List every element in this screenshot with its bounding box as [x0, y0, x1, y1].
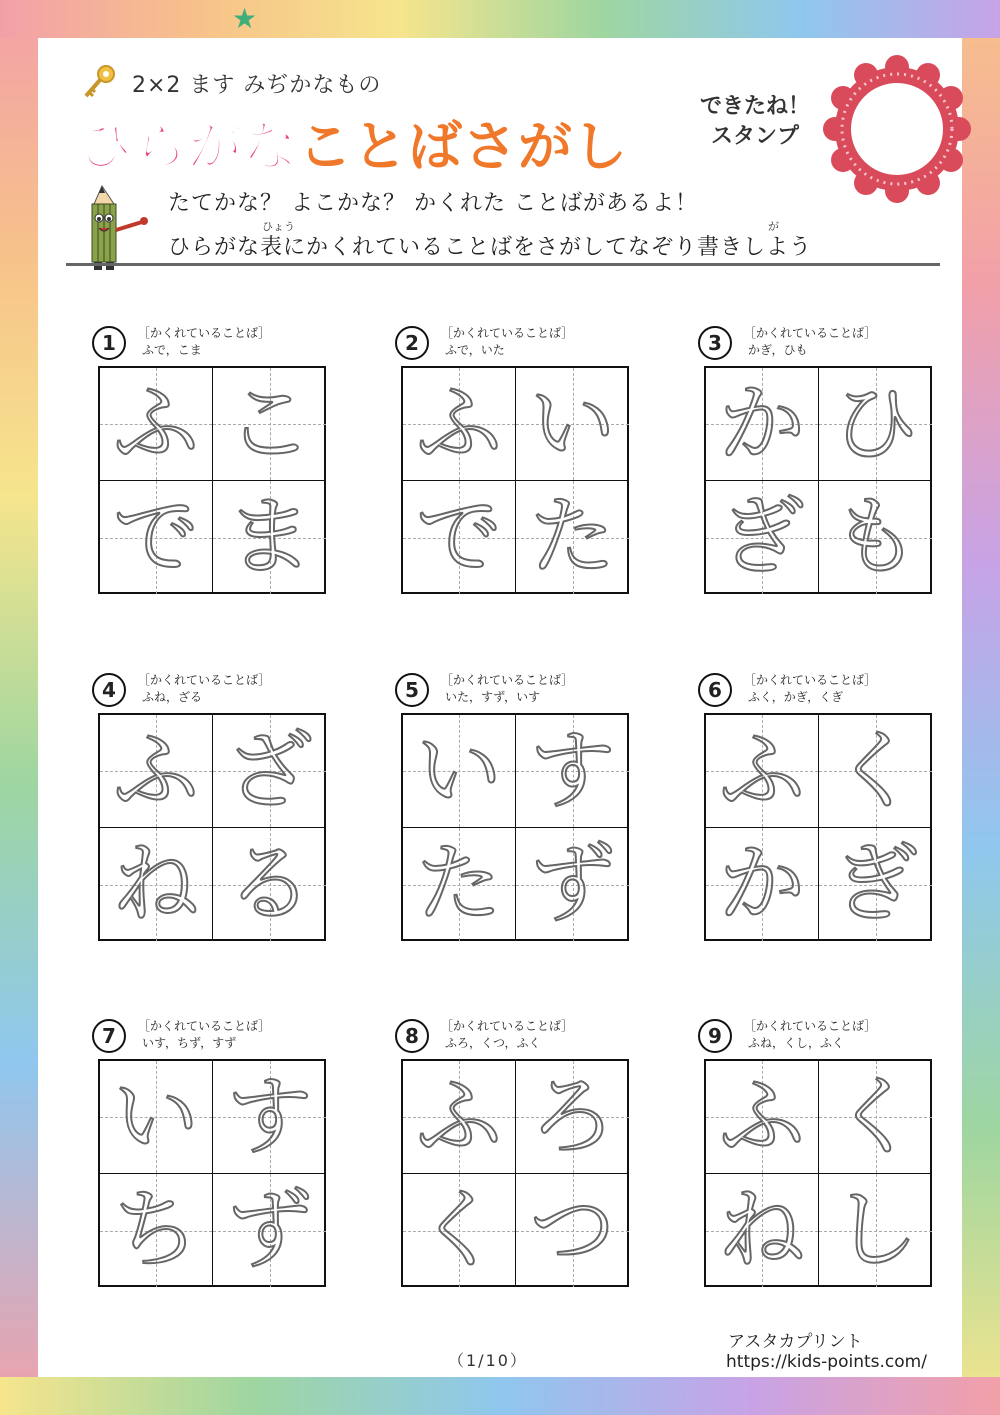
grid-cell[interactable]	[706, 1174, 819, 1287]
trace-character: ふ	[416, 1067, 502, 1167]
worksheet-subtitle: 2×2 ます みぢかなもの	[132, 73, 382, 98]
trace-character: く	[416, 1180, 502, 1280]
trace-character: す	[529, 721, 616, 821]
hidden-words-label: ［かくれていることば］	[441, 673, 574, 687]
trace-character: す	[226, 1067, 313, 1167]
grid-cell[interactable]	[706, 715, 819, 828]
question-5	[395, 673, 635, 963]
title-part-hiragana: ひらがな	[78, 115, 298, 178]
hidden-words-label: ［かくれていることば］	[744, 326, 877, 340]
question-number: 7	[92, 1019, 126, 1053]
trace-character: こ	[226, 374, 313, 474]
question-number: 2	[395, 326, 429, 360]
hiragana-grid	[401, 713, 629, 941]
grid-cell[interactable]	[213, 1174, 326, 1287]
question-number: 6	[698, 673, 732, 707]
grid-cell[interactable]	[516, 828, 629, 941]
hidden-words-label: ［かくれていることば］	[744, 1019, 877, 1033]
hidden-words-label: ［かくれていることば］	[441, 1019, 574, 1033]
trace-character: ぎ	[832, 834, 919, 934]
hiragana-grid	[98, 713, 326, 941]
stamp-label-line1: できたね！	[699, 94, 810, 119]
grid-cell[interactable]	[819, 828, 932, 941]
hidden-words: いす，ちず，すず	[142, 1036, 237, 1050]
trace-character: い	[529, 374, 616, 474]
ruby-hyou: ひょう	[262, 220, 295, 233]
hidden-words: ふね，ざる	[142, 690, 203, 704]
title-part-kotobasagashi: ことばさがし	[298, 115, 628, 178]
grid-cell[interactable]	[819, 368, 932, 481]
grid-cell[interactable]	[100, 368, 213, 481]
grid-cell[interactable]	[403, 715, 516, 828]
trace-character: く	[832, 1067, 919, 1167]
grid-cell[interactable]	[403, 828, 516, 941]
question-number: 5	[395, 673, 429, 707]
question-number: 8	[395, 1019, 429, 1053]
grid-cell[interactable]	[516, 715, 629, 828]
trace-character: い	[113, 1067, 199, 1167]
trace-character: ち	[113, 1180, 199, 1280]
trace-character: か	[719, 834, 805, 934]
trace-character: か	[719, 374, 805, 474]
hidden-words: ふで，こま	[142, 343, 202, 357]
instruction-line-1: たてかな？ よこかな？ かくれた ことばがあるよ！	[168, 191, 698, 216]
trace-character: も	[832, 487, 919, 587]
hiragana-grid	[98, 366, 326, 594]
trace-character: く	[832, 721, 919, 821]
trace-character: ざ	[226, 721, 313, 821]
question-number: 3	[698, 326, 732, 360]
question-6	[698, 673, 938, 963]
hidden-words: ふで，いた	[445, 343, 505, 357]
trace-character: い	[416, 721, 502, 821]
hidden-words: ふね，くし，ふく	[748, 1036, 845, 1050]
trace-character: ね	[113, 834, 199, 934]
trace-character: し	[832, 1180, 919, 1280]
stamp-label-line2: スタンプ	[710, 124, 799, 149]
header-divider	[66, 263, 940, 266]
grid-cell[interactable]	[706, 828, 819, 941]
grid-cell[interactable]	[100, 481, 213, 594]
trace-character: た	[529, 487, 616, 587]
grid-cell[interactable]	[516, 1174, 629, 1287]
hidden-words-label: ［かくれていることば］	[744, 673, 877, 687]
hidden-words-label: ［かくれていることば］	[138, 326, 271, 340]
trace-character: ず	[226, 1180, 313, 1280]
grid-cell[interactable]	[819, 1061, 932, 1174]
grid-cell[interactable]	[213, 828, 326, 941]
trace-character: ふ	[113, 721, 199, 821]
hiragana-grid	[704, 1059, 932, 1287]
grid-cell[interactable]	[100, 1061, 213, 1174]
trace-character: ふ	[719, 1067, 805, 1167]
grid-cell[interactable]	[706, 1061, 819, 1174]
grid-cell[interactable]	[516, 368, 629, 481]
question-9	[698, 1019, 938, 1309]
hidden-words: かぎ，ひも	[748, 343, 808, 357]
grid-cell[interactable]	[213, 368, 326, 481]
stamp-label	[690, 92, 820, 152]
site-url[interactable]: https://kids-points.com/	[726, 1352, 927, 1372]
grid-cell[interactable]	[516, 481, 629, 594]
grid-cell[interactable]	[706, 368, 819, 481]
grid-cell[interactable]	[100, 1174, 213, 1287]
trace-character: ね	[719, 1180, 805, 1280]
grid-cell[interactable]	[213, 1061, 326, 1174]
pencil-mascot-icon	[80, 182, 160, 272]
question-4	[92, 673, 332, 963]
grid-cell[interactable]	[213, 715, 326, 828]
trace-character: ふ	[416, 374, 502, 474]
grid-cell[interactable]	[100, 828, 213, 941]
grid-cell[interactable]	[706, 481, 819, 594]
grid-cell[interactable]	[403, 481, 516, 594]
trace-character: ず	[529, 834, 616, 934]
trace-character: ひ	[832, 374, 919, 474]
hiragana-grid	[704, 713, 932, 941]
grid-cell[interactable]	[403, 1061, 516, 1174]
trace-character: ふ	[113, 374, 199, 474]
hidden-words-label: ［かくれていることば］	[138, 673, 271, 687]
question-number: 9	[698, 1019, 732, 1053]
worksheet-title	[78, 104, 628, 181]
instruction-line-2: ひらがな表にかくれていることばをさがしてなぞり書きしよう	[168, 235, 813, 260]
question-7	[92, 1019, 332, 1309]
grid-cell[interactable]	[819, 1174, 932, 1287]
grid-cell[interactable]	[819, 481, 932, 594]
key-icon	[78, 62, 118, 102]
grid-cell[interactable]	[403, 368, 516, 481]
trace-character: ま	[226, 487, 313, 587]
trace-character: で	[416, 487, 502, 587]
hiragana-grid	[401, 366, 629, 594]
hidden-words-label: ［かくれていることば］	[138, 1019, 271, 1033]
hidden-words: ふろ，くつ，ふく	[445, 1036, 541, 1050]
hidden-words-label: ［かくれていることば］	[441, 326, 574, 340]
question-number: 1	[92, 326, 126, 360]
question-number: 4	[92, 673, 126, 707]
question-8	[395, 1019, 635, 1309]
trace-character: ふ	[719, 721, 805, 821]
question-1	[92, 326, 332, 616]
trace-character: る	[226, 834, 313, 934]
hidden-words: いた，すず，いす	[445, 690, 541, 704]
hiragana-grid	[401, 1059, 629, 1287]
brand-name: アスタカプリント	[728, 1332, 863, 1352]
grid-cell[interactable]	[516, 1061, 629, 1174]
question-3	[698, 326, 938, 616]
star-icon: ★	[232, 2, 258, 35]
grid-cell[interactable]	[403, 1174, 516, 1287]
question-2	[395, 326, 635, 616]
trace-character: つ	[529, 1180, 616, 1280]
page-indicator: （1/10）	[448, 1351, 528, 1370]
stamp-circle-icon	[822, 54, 972, 204]
grid-cell[interactable]	[819, 715, 932, 828]
grid-cell[interactable]	[100, 715, 213, 828]
trace-character: た	[416, 834, 502, 934]
hidden-words: ふく，かぎ，くぎ	[748, 690, 844, 704]
trace-character: ぎ	[719, 487, 805, 587]
trace-character: で	[113, 487, 199, 587]
grid-cell[interactable]	[213, 481, 326, 594]
trace-character: ろ	[529, 1067, 616, 1167]
ruby-ga: が	[768, 220, 779, 233]
hiragana-grid	[704, 366, 932, 594]
hiragana-grid	[98, 1059, 326, 1287]
